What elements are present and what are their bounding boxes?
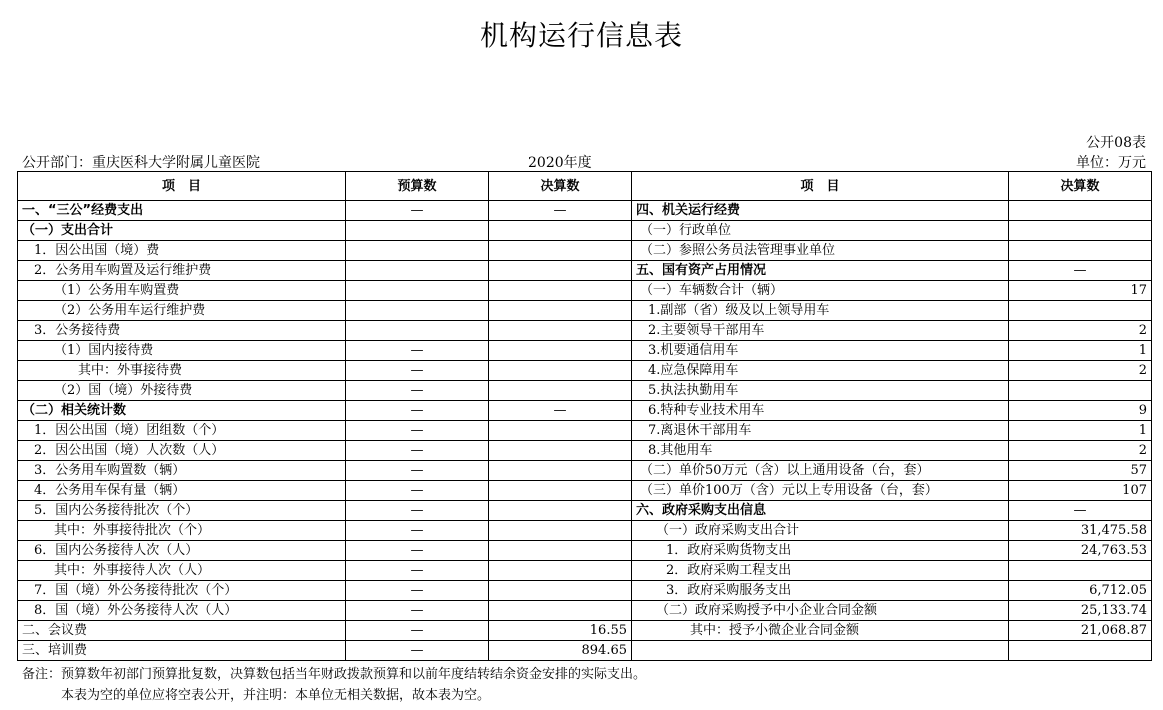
header-item-right: 项 目	[632, 172, 1009, 201]
table-row	[18, 441, 1152, 461]
row-budget: —	[346, 441, 489, 461]
row-final-right: 2	[1009, 321, 1152, 341]
row-final-right: —	[1009, 261, 1152, 281]
row-final-right	[1009, 201, 1152, 221]
row-item-left: 2．公务用车购置及运行维护费	[18, 261, 346, 281]
row-item-left: 其中：外事接待费	[18, 361, 346, 381]
row-final-right: 107	[1009, 481, 1152, 501]
row-budget: —	[346, 201, 489, 221]
row-final-right	[1009, 221, 1152, 241]
table-row	[18, 481, 1152, 501]
row-final-right: 2	[1009, 361, 1152, 381]
row-item-right: 5.执法执勤用车	[632, 381, 1009, 401]
row-final-right: 57	[1009, 461, 1152, 481]
row-item-left: 三、培训费	[18, 641, 346, 661]
row-budget: —	[346, 581, 489, 601]
row-budget: —	[346, 501, 489, 521]
row-final-left	[489, 481, 632, 501]
row-budget	[346, 321, 489, 341]
row-item-left: 7．国（境）外公务接待批次（个）	[18, 581, 346, 601]
row-budget: —	[346, 361, 489, 381]
row-item-right: 4.应急保障用车	[632, 361, 1009, 381]
row-item-left: 6．国内公务接待人次（人）	[18, 541, 346, 561]
row-final-left	[489, 261, 632, 281]
row-item-left: 二、会议费	[18, 621, 346, 641]
page-title: 机构运行信息表	[479, 19, 683, 52]
row-final-right	[1009, 641, 1152, 661]
header-item-left: 项 目	[18, 172, 346, 201]
row-item-left: （1）公务用车购置费	[18, 281, 346, 301]
row-item-right: 五、国有资产占用情况	[632, 261, 1009, 281]
row-item-left: 1．因公出国（境）费	[18, 241, 346, 261]
row-budget: —	[346, 481, 489, 501]
row-final-left	[489, 501, 632, 521]
header-final-right: 决算数	[1009, 172, 1152, 201]
row-budget: —	[346, 401, 489, 421]
row-final-left	[489, 301, 632, 321]
row-budget: —	[346, 561, 489, 581]
row-final-left	[489, 461, 632, 481]
table-row	[18, 221, 1152, 241]
table-row	[18, 281, 1152, 301]
row-final-right: 24,763.53	[1009, 541, 1152, 561]
row-budget	[346, 261, 489, 281]
row-final-right: 17	[1009, 281, 1152, 301]
fiscal-year: 2020年度	[528, 155, 592, 171]
note-line-2: 本表为空的单位应将空表公开，并注明：本单位无相关数据，故本表为空。	[61, 688, 491, 703]
row-budget: —	[346, 461, 489, 481]
table-row	[18, 641, 1152, 661]
row-item-right: （一）行政单位	[632, 221, 1009, 241]
table-row	[18, 421, 1152, 441]
row-item-left: （2）公务用车运行维护费	[18, 301, 346, 321]
row-budget: —	[346, 381, 489, 401]
row-final-right: 25,133.74	[1009, 601, 1152, 621]
table-row	[18, 521, 1152, 541]
table-row	[18, 341, 1152, 361]
row-final-right: 1	[1009, 421, 1152, 441]
row-item-right: （二）单价50万元（含）以上通用设备（台，套）	[632, 461, 1009, 481]
row-final-left: —	[489, 201, 632, 221]
row-item-left: 5．国内公务接待批次（个）	[18, 501, 346, 521]
row-item-left: （2）国（境）外接待费	[18, 381, 346, 401]
table-row	[18, 561, 1152, 581]
row-final-left: 894.65	[489, 641, 632, 661]
table-row	[18, 501, 1152, 521]
table-row	[18, 621, 1152, 641]
row-item-left: 4．公务用车保有量（辆）	[18, 481, 346, 501]
row-final-left	[489, 321, 632, 341]
row-item-right: （二）参照公务员法管理事业单位	[632, 241, 1009, 261]
row-item-left: 8．国（境）外公务接待人次（人）	[18, 601, 346, 621]
row-final-right: 2	[1009, 441, 1152, 461]
row-final-right	[1009, 241, 1152, 261]
form-number: 公开08表	[1086, 135, 1146, 151]
row-budget: —	[346, 621, 489, 641]
row-item-right: 其中：授予小微企业合同金额	[632, 621, 1009, 641]
row-final-right: 31,475.58	[1009, 521, 1152, 541]
row-final-right: 6,712.05	[1009, 581, 1152, 601]
row-item-right: 1．政府采购货物支出	[632, 541, 1009, 561]
row-item-left: （1）国内接待费	[18, 341, 346, 361]
row-final-left	[489, 241, 632, 261]
note-line-1: 备注：预算数年初部门预算批复数，决算数包括当年财政拨款预算和以前年度结转结余资金安排的实际支出。	[22, 667, 647, 682]
table-notes	[22, 664, 646, 706]
row-final-left	[489, 521, 632, 541]
table-row	[18, 261, 1152, 281]
row-item-right: 8.其他用车	[632, 441, 1009, 461]
row-budget	[346, 301, 489, 321]
row-item-right: 3.机要通信用车	[632, 341, 1009, 361]
row-item-right: 六、政府采购支出信息	[632, 501, 1009, 521]
row-item-right	[632, 641, 1009, 661]
row-budget: —	[346, 601, 489, 621]
department-label: 公开部门：重庆医科大学附属儿童医院	[22, 155, 260, 171]
row-budget: —	[346, 341, 489, 361]
row-final-left	[489, 421, 632, 441]
row-final-left	[489, 601, 632, 621]
row-item-left: 1．因公出国（境）团组数（个）	[18, 421, 346, 441]
row-final-right	[1009, 301, 1152, 321]
row-item-right: 2.主要领导干部用车	[632, 321, 1009, 341]
row-budget: —	[346, 541, 489, 561]
header-final-left: 决算数	[489, 172, 632, 201]
unit-label: 单位：万元	[1076, 155, 1146, 171]
row-final-left	[489, 441, 632, 461]
table-row	[18, 401, 1152, 421]
row-final-left	[489, 361, 632, 381]
row-final-right: 9	[1009, 401, 1152, 421]
row-final-left	[489, 281, 632, 301]
row-final-right: —	[1009, 501, 1152, 521]
row-final-right: 1	[1009, 341, 1152, 361]
row-item-left: （一）支出合计	[18, 221, 346, 241]
row-final-right	[1009, 561, 1152, 581]
row-item-left: （二）相关统计数	[18, 401, 346, 421]
row-item-left: 3．公务接待费	[18, 321, 346, 341]
row-item-left: 其中：外事接待批次（个）	[18, 521, 346, 541]
table-row	[18, 581, 1152, 601]
row-budget: —	[346, 521, 489, 541]
row-item-right: 四、机关运行经费	[632, 201, 1009, 221]
row-final-right	[1009, 381, 1152, 401]
row-final-left	[489, 581, 632, 601]
table-row	[18, 361, 1152, 381]
row-final-left: 16.55	[489, 621, 632, 641]
row-budget: —	[346, 421, 489, 441]
table-row	[18, 241, 1152, 261]
row-item-right: （二）政府采购授予中小企业合同金额	[632, 601, 1009, 621]
row-item-right: 6.特种专业技术用车	[632, 401, 1009, 421]
table-row	[18, 461, 1152, 481]
row-final-left	[489, 341, 632, 361]
row-final-left	[489, 561, 632, 581]
row-item-left: 其中：外事接待人次（人）	[18, 561, 346, 581]
row-item-right: 1.副部（省）级及以上领导用车	[632, 301, 1009, 321]
row-item-left: 一、“三公”经费支出	[18, 201, 346, 221]
header-budget: 预算数	[346, 172, 489, 201]
row-item-left: 2．因公出国（境）人次数（人）	[18, 441, 346, 461]
row-item-right: （一）车辆数合计（辆）	[632, 281, 1009, 301]
row-final-left	[489, 541, 632, 561]
row-final-left	[489, 381, 632, 401]
row-item-right: 2．政府采购工程支出	[632, 561, 1009, 581]
row-final-left	[489, 221, 632, 241]
table-row	[18, 541, 1152, 561]
row-item-right: （一）政府采购支出合计	[632, 521, 1009, 541]
table-row	[18, 381, 1152, 401]
row-item-right: 7.离退休干部用车	[632, 421, 1009, 441]
table-row	[18, 321, 1152, 341]
table-header-row	[18, 172, 1152, 201]
row-final-left: —	[489, 401, 632, 421]
row-budget	[346, 241, 489, 261]
table-row	[18, 301, 1152, 321]
row-budget	[346, 281, 489, 301]
table-row	[18, 201, 1152, 221]
table-row	[18, 601, 1152, 621]
row-item-left: 3．公务用车购置数（辆）	[18, 461, 346, 481]
row-final-right: 21,068.87	[1009, 621, 1152, 641]
row-item-right: 3．政府采购服务支出	[632, 581, 1009, 601]
row-item-right: （三）单价100万（含）元以上专用设备（台，套）	[632, 481, 1009, 501]
row-budget: —	[346, 641, 489, 661]
row-budget	[346, 221, 489, 241]
operation-info-table	[17, 171, 1152, 661]
